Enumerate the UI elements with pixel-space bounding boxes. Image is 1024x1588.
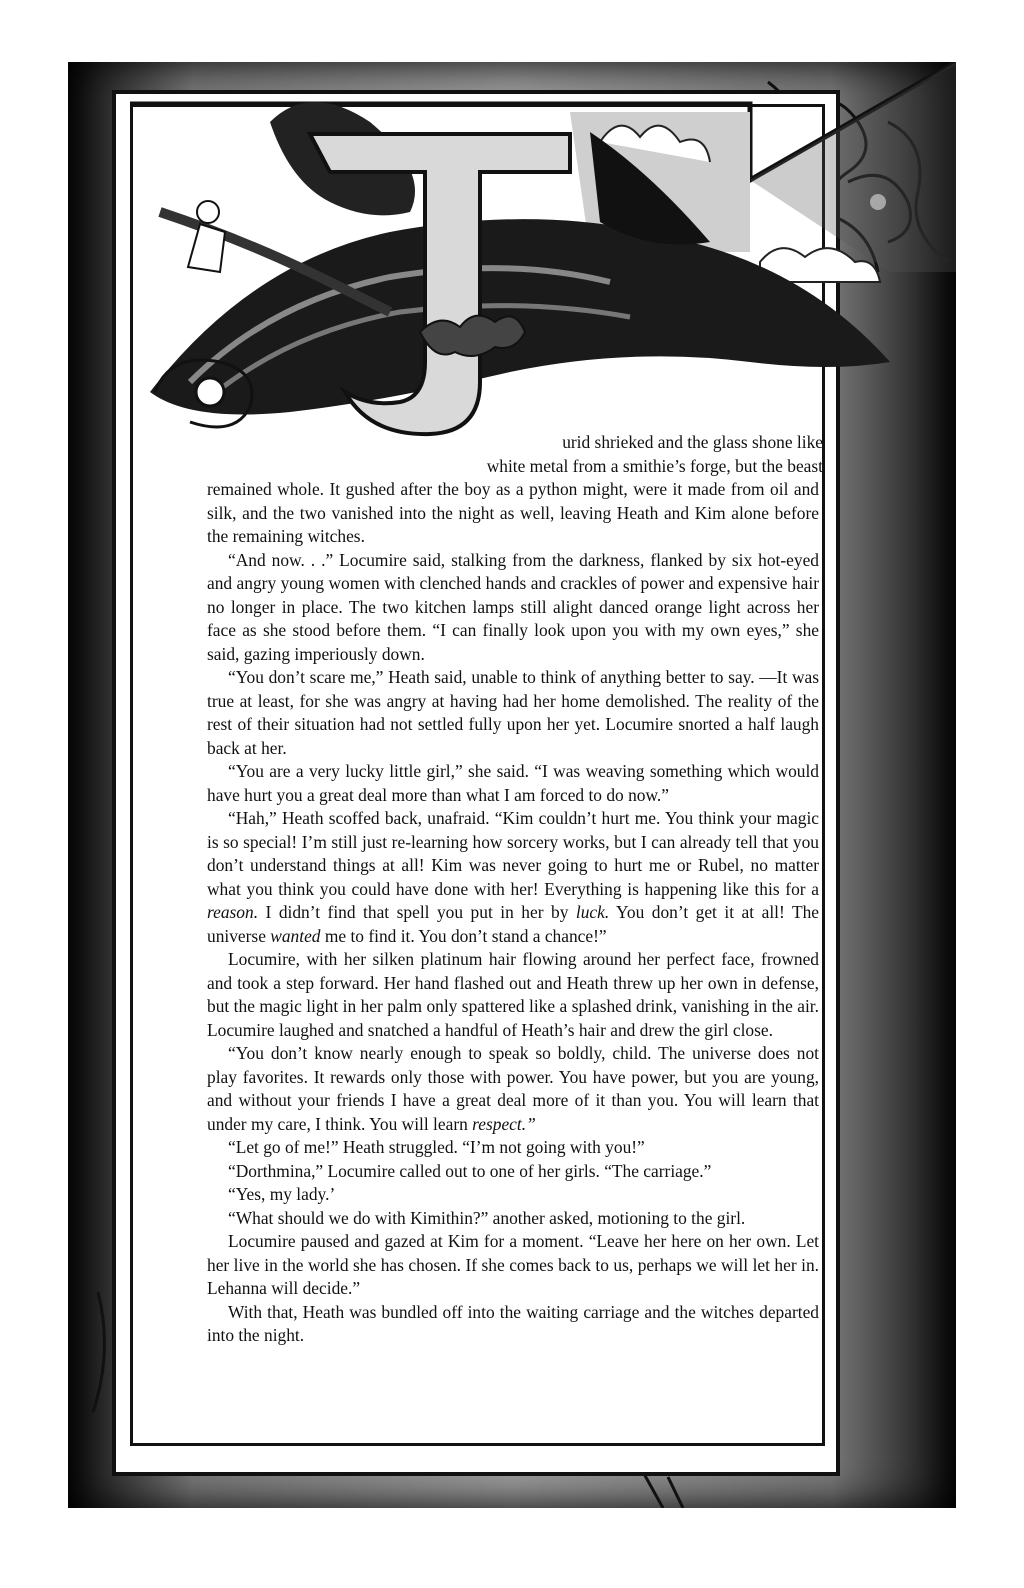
emphasis: luck.	[575, 902, 610, 922]
paragraph-line: urid shrieked and the glass shone like	[562, 432, 823, 452]
text-run: I didn’t find that spell you put in her by	[258, 902, 576, 922]
paragraph: Locumire paused and gazed at Kim for a moment. “Leave her here on her own. Let her live in the world she has chosen. If she comes back to us, perhaps we will let her in. Lehanna will decide.”	[207, 1231, 819, 1298]
paragraph: remained whole. It gushed after the boy as a python might, were it made from oil and silk, and the two vanished into the night as well, leaving Heath and Kim alone before the remaining witches.	[207, 479, 819, 546]
paragraph: Locumire, with her silken platinum hair flowing around her perfect face, frowned and took a step forward. Her hand flashed out and Heath threw up her own in defense, but the magic light in her palm only spattered like a splashed drink, vanishing in the air. Locumire laughed and snatched a handful of Heath’s hair and drew the girl close.	[207, 949, 819, 1040]
text-run: “You don’t know nearly enough to speak so boldly, child. The universe does not play favorites. It rewards only those with power. You have power, but you are young, and without your friends I have a great deal more of it than you. You will learn that under my care, I think. You will learn	[207, 1043, 819, 1134]
paragraph: “Dorthmina,” Locumire called out to one of her girls. “The carriage.”	[228, 1160, 712, 1181]
dropcap-illustration	[130, 62, 956, 454]
paragraph: “And now. . .” Locumire said, stalking from the darkness, flanked by six hot-eyed and angry young women with clenched hands and crackles of power and expensive hair no longer in place. The two kitchen lamps still alight danced orange light across her face as she stood before them. “I can finally look upon you with my own eyes,” she said, gazing imperiously down.	[207, 549, 819, 664]
text-run: “Hah,” Heath scoffed back, unafraid. “Kim couldn’t hurt me. You think your magic is so special! I’m still just re-learning how sorcery works, but I can already tell that you don’t understand things at all! Kim was never going to hurt me or Rubel, no matter what you think you could have done with her! Everything is happening like this for a	[207, 808, 819, 899]
paragraph: “What should we do with Kimithin?” another asked, motioning to the girl.	[228, 1207, 746, 1228]
emphasis: wanted	[270, 925, 321, 946]
paragraph	[207, 807, 819, 948]
story-text	[207, 431, 823, 1348]
emphasis: reason.	[207, 902, 259, 922]
text-run: You don’t get it at all! The universe	[207, 902, 819, 946]
paragraph: “You don’t scare me,” Heath said, unable to think of anything better to say. —It was true at least, for she was angry at having had her home demolished. The reality of the rest of their situation had not settled fully upon her yet. Locumire snorted a half laugh back at her.	[207, 667, 819, 758]
emphasis: respect.”	[472, 1113, 536, 1134]
paragraph: “Let go of me!” Heath struggled. “I’m not going with you!”	[228, 1137, 645, 1157]
paragraph: “Yes, my lady.’	[228, 1184, 336, 1204]
text-run: me to find it. You don’t stand a chance!”	[320, 925, 607, 946]
paragraph-line: white metal from a smithie’s forge, but the beast	[486, 455, 823, 476]
paragraph	[207, 1042, 819, 1136]
paragraph: With that, Heath was bundled off into the waiting carriage and the witches departed into the night.	[207, 1301, 819, 1345]
svg-text:T: T	[440, 304, 447, 315]
paragraph: “You are a very lucky little girl,” she said. “I was weaving something which would have hurt you a great deal more than what I am forced to do now.”	[207, 761, 819, 805]
